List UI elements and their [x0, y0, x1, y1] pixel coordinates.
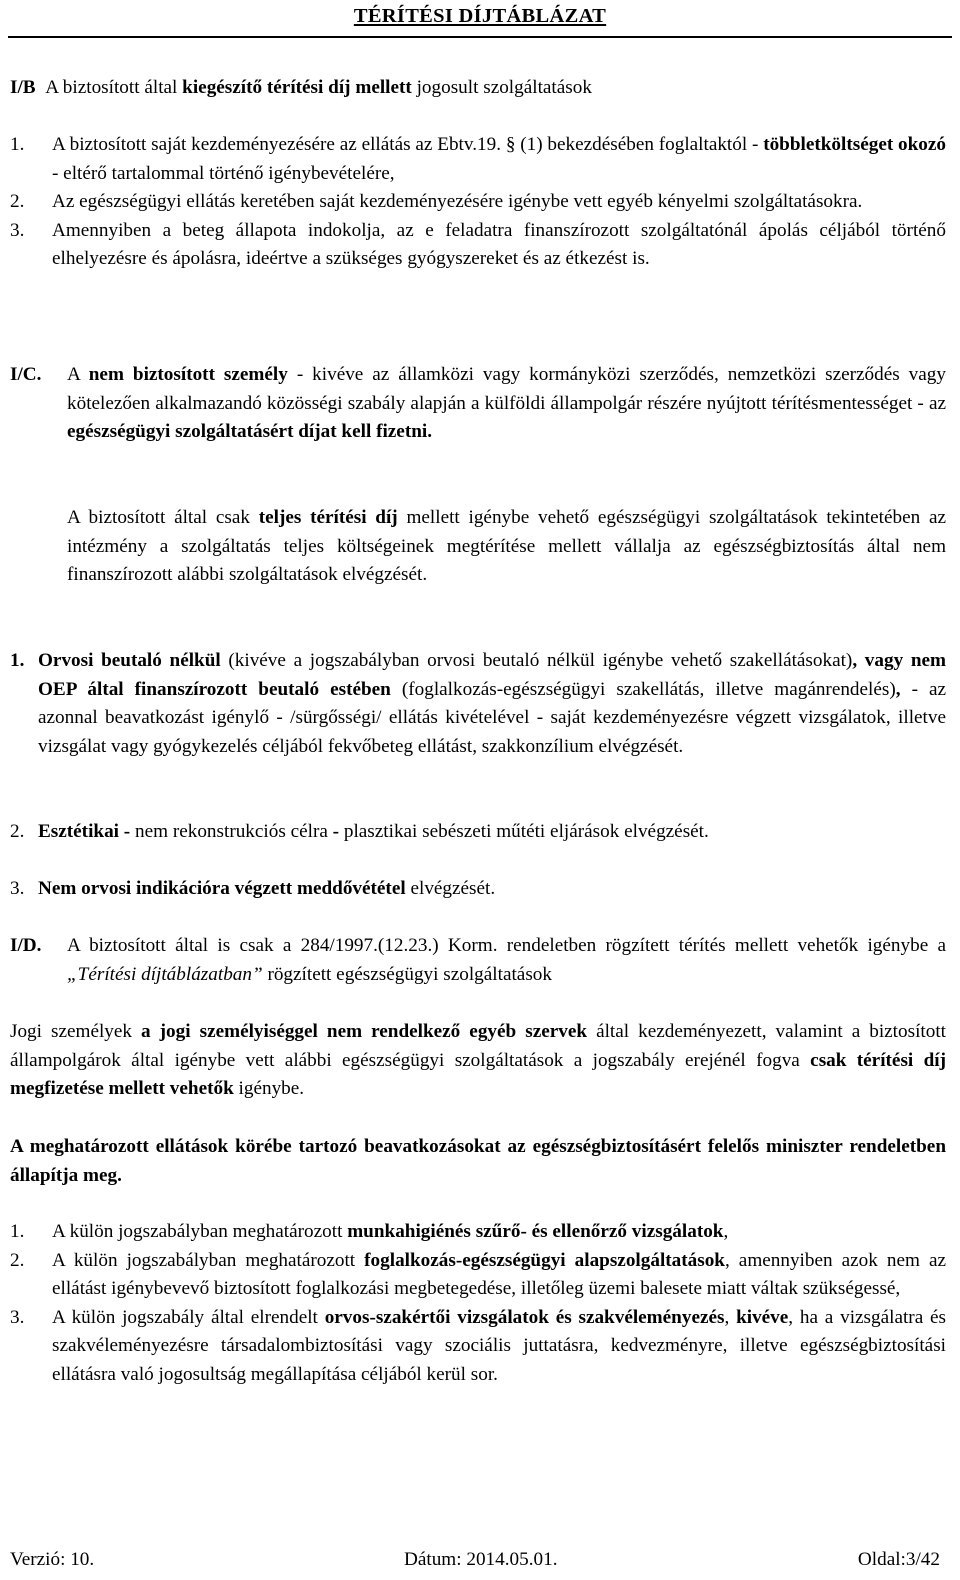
item-text: A külön jogszabály által elrendelt orvos-szakértői vizsgálatok és szakvéleményezés, kivéve, ha a vizsgálatra és szakvéleményezésre társadalombiztosítási vagy szociális juttatásra, kedvezményre, illetve egészségbiztosítási ellátásra való jogosultság megállapítása céljából kerül sor. — [52, 1306, 946, 1385]
item-number: 2. — [10, 821, 25, 842]
item-text: Az egészségügyi ellátás keretében saját kezdeményezésére igénybe vett egyéb kényelmi szolgáltatásokra. — [52, 191, 863, 212]
list-item — [10, 1304, 946, 1390]
item-number: 3. — [10, 878, 25, 899]
paragraph: A nem biztosított személy - kivéve az államközi vagy kormányközi szerződés, nemzetközi szerződés vagy kötelezően alkalmazandó közösségi szabály alapján a külföldi állampolgár részére nyújtott térítésmentességet - az egészségügyi szolgáltatásért díjat kell fizetni. — [67, 364, 946, 442]
minister-decree-paragraph: A meghatározott ellátások körébe tartozó beavatkozásokat az egészségbiztosításért felelős miniszter rendeletben állapítja meg. — [10, 1136, 946, 1186]
list-item — [10, 217, 946, 274]
item-number: 3. — [10, 219, 25, 241]
item-number: 1. — [10, 1221, 25, 1242]
item-text: A külön jogszabályban meghatározott munkahigiénés szűrő- és ellenőrző vizsgálatok, — [52, 1221, 729, 1242]
list-item — [10, 188, 946, 217]
section-ib-list — [10, 131, 946, 274]
text: A biztosított által — [45, 77, 183, 98]
footer-page-number: Oldal:3/42 — [857, 1549, 940, 1570]
section-id — [10, 932, 946, 989]
item-text: Esztétikai - nem rekonstrukciós célra - plasztikai sebészeti műtéti eljárások elvégzését. — [38, 821, 709, 842]
list-item — [10, 1247, 946, 1304]
section-ic-para2 — [10, 504, 946, 590]
section-label: I/C. — [10, 364, 42, 385]
page-title: TÉRÍTÉSI DÍJTÁBLÁZAT — [353, 5, 607, 27]
legal-entities-paragraph: Jogi személyek a jogi személyiséggel nem rendelkező egyéb szervek által kezdeményezett, valamint a biztosított állampolgárok által igénybe vett alábbi egészségügyi szolgáltatások a jogszabály erejénél fogva csak térítési díj megfizetése mellett vehetők igénybe. — [10, 1021, 946, 1099]
section-ib-heading — [10, 74, 946, 103]
section-label: I/D. — [10, 935, 42, 956]
text: jogosult szolgáltatások — [411, 77, 592, 98]
item-number: 2. — [10, 191, 25, 212]
section-ic-item1 — [10, 647, 946, 761]
header-rule — [8, 36, 952, 38]
section-ic-para1 — [10, 361, 946, 447]
services-list — [10, 1218, 946, 1389]
item-number: 3. — [10, 1306, 25, 1328]
item-number: 1. — [10, 650, 25, 671]
section-label: I/B — [10, 77, 36, 98]
item-number: 1. — [10, 134, 25, 155]
paragraph: A biztosított által is csak a 284/1997.(12.23.) Korm. rendeletben rögzített térítés mellett vehetők igénybe a „Térítési díjtáblázatban” rögzített egészségügyi szolgáltatások — [67, 935, 946, 985]
paragraph: A biztosított által csak teljes térítési díj mellett igénybe vehető egészségügyi szolgáltatások tekintetében az intézmény a szolgáltatás teljes költségeinek megtérítése mellett vállalja az egészségbiztosítás által nem finanszírozott alábbi szolgáltatások elvégzését. — [67, 507, 946, 585]
list-item — [10, 131, 946, 188]
item-text: A biztosított saját kezdeményezésére az ellátás az Ebtv.19. § (1) bekezdésében foglaltaktól - többletköltséget okozó - eltérő tartalommal történő igénybevételére, — [52, 134, 947, 184]
text-bold: kiegészítő térítési díj mellett — [182, 77, 412, 98]
footer-version: Verzió: 10. — [10, 1549, 95, 1570]
footer-date: Dátum: 2014.05.01. — [404, 1549, 558, 1570]
item-text: Amennyiben a beteg állapota indokolja, az e feladatra finanszírozott szolgáltatónál ápolás céljából történő elhelyezésre és ápolásra, ideértve a szükséges gyógyszereket és az étkezést is. — [52, 219, 946, 269]
section-ic-item2 — [10, 818, 946, 847]
section-ic-item3 — [10, 875, 946, 904]
item-text: Orvosi beutaló nélkül (kivéve a jogszabályban orvosi beutaló nélkül igénybe vehető szakellátásokat), vagy nem OEP által finanszírozott beutaló estében (foglalkozás-egészségügyi szakellátás, illetve magánrendelés), - az azonnal beavatkozást igénylő - /sürgősségi/ ellátás kivételével - saját kezdeményezésre végzett vizsgálatok, illetve vizsgálat vagy gyógykezelés céljából fekvőbeteg ellátást, szakkonzílium elvégzését. — [38, 650, 947, 757]
item-number: 2. — [10, 1249, 25, 1271]
item-text: Nem orvosi indikációra végzett meddővététel elvégzését. — [38, 878, 496, 899]
list-item — [10, 1218, 946, 1247]
item-text: A külön jogszabályban meghatározott foglalkozás-egészségügyi alapszolgáltatások, amennyiben azok nem az ellátást igénybevevő biztosított foglalkozási megbetegedése, illetőleg üzemi balesete miatt váltak szükségessé, — [52, 1249, 946, 1299]
